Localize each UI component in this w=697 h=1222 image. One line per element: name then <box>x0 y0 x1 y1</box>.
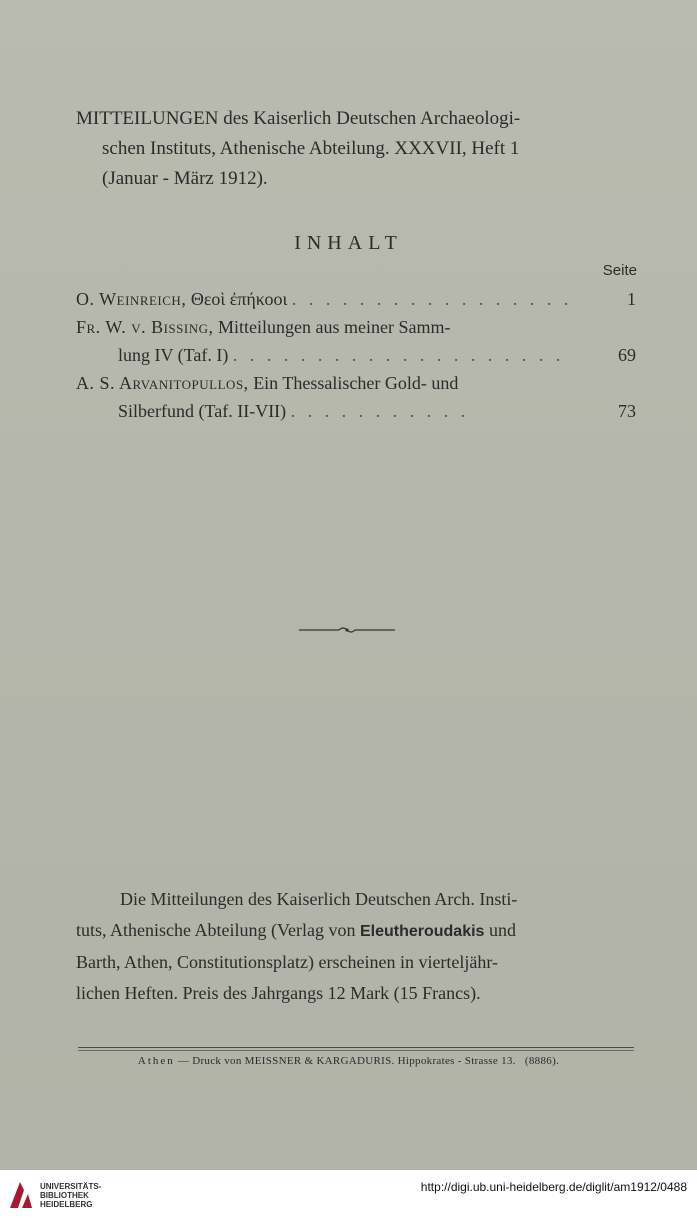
toc-title: Ein Thessalischer Gold- und <box>253 373 459 393</box>
permalink-url[interactable]: http://digi.ub.uni-heidelberg.de/diglit/am1912/0488 <box>420 1180 687 1194</box>
imprint-text: — Druck von MEISSNER & KARGADURIS. Hippokrates - Strasse 13. <box>174 1055 516 1067</box>
journal-header <box>76 104 638 194</box>
toc-author: O. Weinreich, <box>76 289 187 309</box>
publication-notice <box>76 884 638 1009</box>
library-logo[interactable] <box>8 1180 101 1210</box>
logo-line: BIBLIOTHEK <box>40 1190 89 1200</box>
toc-page-number: 69 <box>618 345 636 365</box>
logo-text <box>40 1182 101 1209</box>
toc-entry <box>76 285 638 313</box>
notice-line-3: Barth, Athen, Constitutionsplatz) erscheinen in vierteljähr- <box>76 952 499 972</box>
toc-page-number: 73 <box>618 401 636 421</box>
viewer-footer-bar <box>0 1170 697 1222</box>
table-of-contents <box>76 285 638 425</box>
logo-line: UNIVERSITÄTS- <box>40 1181 102 1191</box>
publisher-name: Eleutheroudakis <box>359 923 485 940</box>
leader-dots: . . . . . . . . . . . <box>290 401 470 421</box>
toc-title-continued: lung IV (Taf. I) <box>118 345 229 365</box>
header-line-3: (Januar - März 1912). <box>102 168 268 189</box>
notice-line-2 <box>76 915 638 947</box>
notice-line-1: Die Mitteilungen des Kaiserlich Deutschen Arch. Insti- <box>120 889 518 909</box>
contents-title: INHALT <box>294 232 403 254</box>
toc-author: A. S. Arvanitopullos, <box>76 373 249 393</box>
imprint-rule <box>78 1047 634 1048</box>
header-line-1: MITTEILUNGEN des Kaiserlich Deutschen Archaeologi- <box>76 108 521 129</box>
toc-author: Fr. W. v. Bissing, <box>76 317 214 337</box>
toc-title: Θεοὶ ἐπήκοοι <box>190 289 288 309</box>
page-column-label: Seite <box>602 262 637 279</box>
logo-line: HEIDELBERG <box>40 1199 93 1209</box>
notice-line-4: lichen Heften. Preis des Jahrgangs 12 Mark (15 Francs). <box>76 983 481 1003</box>
toc-entry <box>76 313 638 341</box>
notice-text: tuts, Athenische Abteilung (Verlag von <box>76 920 360 940</box>
leader-dots: . . . . . . . . . . . . . . . . . <box>291 289 573 309</box>
toc-entry-continued <box>76 341 638 369</box>
toc-title-continued: Silberfund (Taf. II-VII) <box>118 401 287 421</box>
toc-entry-continued <box>76 397 638 425</box>
imprint-rule <box>78 1050 634 1051</box>
header-line-2: schen Instituts, Athenische Abteilung. XXXVII, Heft 1 <box>102 138 520 159</box>
toc-entry <box>76 369 638 397</box>
imprint-code: (8886). <box>524 1055 560 1067</box>
leader-dots: . . . . . . . . . . . . . . . . . . . . <box>232 345 565 365</box>
ornamental-rule <box>299 626 395 634</box>
toc-page-number: 1 <box>627 289 636 309</box>
notice-text: und <box>484 920 516 940</box>
heidelberg-seal-icon <box>8 1180 34 1210</box>
imprint-city: Athen <box>137 1055 175 1067</box>
toc-title: Mitteilungen aus meiner Samm- <box>217 317 451 337</box>
printer-imprint <box>0 1055 697 1067</box>
